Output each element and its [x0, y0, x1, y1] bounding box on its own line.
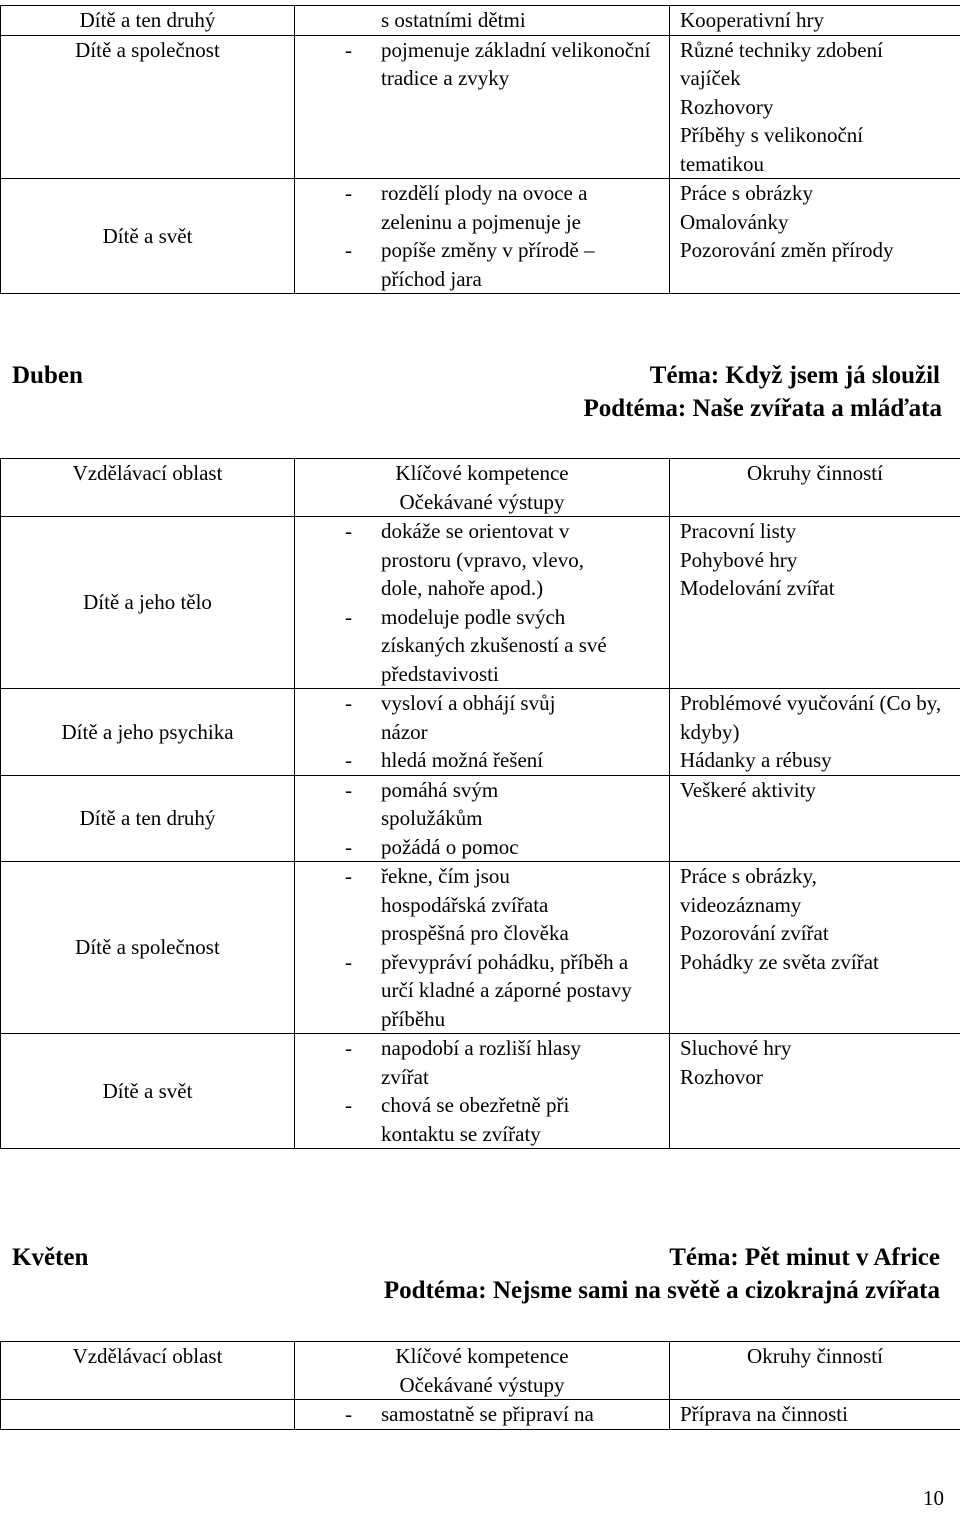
table-row: [1, 517, 960, 689]
podtema-title: Podtéma: Naše zvířata a mláďata: [583, 395, 942, 422]
activity: Pohybové hry: [680, 547, 798, 572]
outcomes-cell: [295, 179, 670, 294]
activity: Pozorování zvířat: [680, 921, 829, 945]
area-cell: Dítě a společnost: [1, 862, 295, 1034]
table-row: [1, 689, 960, 776]
outcomes-cell: [295, 517, 670, 689]
tema-title: Téma: Když jsem já sloužil: [649, 362, 940, 389]
outcomes-cell: [295, 6, 670, 36]
outcomes-cell: [295, 1400, 670, 1430]
area-cell: Dítě a jeho tělo: [1, 517, 295, 689]
header-competence-label: Klíčové kompetence: [395, 461, 569, 485]
header-outcomes-label: Očekávané výstupy: [399, 489, 565, 514]
month-title: Květen: [12, 1244, 89, 1271]
outcome-item: - pomáhá svým spolužákům: [295, 776, 669, 833]
area-cell: Dítě a společnost: [1, 35, 295, 179]
area-cell: Dítě a svět: [1, 179, 295, 294]
outcome-item: - napodobí a rozliší hlasy zvířat: [295, 1034, 669, 1091]
activities-cell: [670, 179, 960, 294]
activity: Práce s obrázky: [680, 181, 813, 205]
table-row: [1, 775, 960, 862]
area-cell: [1, 1400, 295, 1430]
activities-cell: [670, 517, 960, 689]
area-cell: Dítě a ten druhý: [1, 775, 295, 862]
month-title: Duben: [12, 362, 83, 389]
activities-cell: [670, 775, 960, 862]
header-competence: [295, 1342, 670, 1400]
table-row: [1, 862, 960, 1034]
activity: Kooperativní hry: [680, 8, 825, 32]
outcome-item: - pojmenuje základní velikonoční tradice a zvyky: [295, 36, 669, 93]
outcome-item: - převypráví pohádku, příběh a určí kladné a záporné postavy příběhu: [295, 948, 669, 1034]
activities-cell: [670, 6, 960, 36]
activity: Pracovní listy: [680, 519, 797, 543]
outcome-item: - vysloví a obhájí svůj názor: [295, 689, 669, 746]
activity: Veškeré aktivity: [680, 777, 816, 802]
table-row: [1, 1034, 960, 1149]
activities-cell: [670, 689, 960, 776]
activity: Příběhy s velikonoční tematikou: [680, 123, 864, 176]
kveten-table: [0, 1341, 960, 1430]
outcome-item: - chová se obezřetně při kontaktu se zvířaty: [295, 1091, 669, 1148]
activities-cell: [670, 1400, 960, 1430]
outcome-item: - požádá o pomoc: [295, 833, 669, 862]
area-cell: Dítě a jeho psychika: [1, 689, 295, 776]
area-cell: Dítě a svět: [1, 1034, 295, 1149]
outcome-item: - samostatně se připraví na: [295, 1400, 669, 1429]
page-number: 10: [923, 1486, 944, 1510]
activity: Pozorování změn přírody: [680, 238, 894, 262]
activities-cell: [670, 35, 960, 179]
duben-table: [0, 458, 960, 1149]
outcomes-cell: [295, 35, 670, 179]
activity: Problémové vyučování (Co by, kdyby): [680, 691, 942, 744]
activity: Rozhovory: [680, 94, 774, 119]
top-table: [0, 5, 960, 294]
activities-cell: [670, 862, 960, 1034]
outcome-item: - rozdělí plody na ovoce a zeleninu a pojmenuje je: [295, 179, 669, 236]
table-row: [1, 6, 960, 36]
outcomes-cell: [295, 775, 670, 862]
table-row: [1, 1400, 960, 1430]
header-activities: Okruhy činností: [670, 459, 960, 517]
tema-title: Téma: Pět minut v Africe: [669, 1244, 940, 1271]
header-area: Vzdělávací oblast: [1, 1342, 295, 1400]
outcomes-cell: [295, 689, 670, 776]
outcome-item: - popíše změny v přírodě – příchod jara: [295, 236, 669, 293]
outcomes-cell: [295, 862, 670, 1034]
outcome-item: - modeluje podle svých získaných zkušeností a své představivosti: [295, 603, 669, 689]
activity: Modelování zvířat: [680, 576, 835, 600]
area-cell: Dítě a ten druhý: [1, 6, 295, 36]
header-competence: [295, 459, 670, 517]
header-outcomes-label: Očekávané výstupy: [399, 1372, 565, 1397]
outcome-item: - dokáže se orientovat v prostoru (vpravo, vlevo, dole, nahoře apod.): [295, 517, 669, 603]
table-header-row: [1, 459, 960, 517]
header-activities: Okruhy činností: [670, 1342, 960, 1400]
outcome-item: - hledá možná řešení: [295, 746, 669, 775]
activity: Práce s obrázky, videozáznamy: [680, 864, 817, 917]
activity: Různé techniky zdobení vajíček: [680, 37, 883, 90]
table-row: [1, 179, 960, 294]
activity: Sluchové hry: [680, 1036, 792, 1060]
activity: Hádanky a rébusy: [680, 748, 832, 772]
activity: Rozhovor: [680, 1064, 763, 1089]
table-header-row: [1, 1342, 960, 1400]
podtema-title: Podtéma: Nejsme sami na světě a cizokrajná zvířata: [383, 1277, 940, 1304]
activity: Pohádky ze světa zvířat: [680, 949, 879, 974]
activity: Omalovánky: [680, 209, 789, 234]
outcome-item: - řekne, čím jsou hospodářská zvířata prospěšná pro člověka: [295, 862, 669, 948]
activities-cell: [670, 1034, 960, 1149]
activity: Příprava na činnosti: [680, 1402, 848, 1426]
outcome-text: s ostatními dětmi: [381, 8, 526, 32]
header-competence-label: Klíčové kompetence: [395, 1344, 569, 1368]
header-area: Vzdělávací oblast: [1, 459, 295, 517]
table-row: [1, 35, 960, 179]
outcomes-cell: [295, 1034, 670, 1149]
